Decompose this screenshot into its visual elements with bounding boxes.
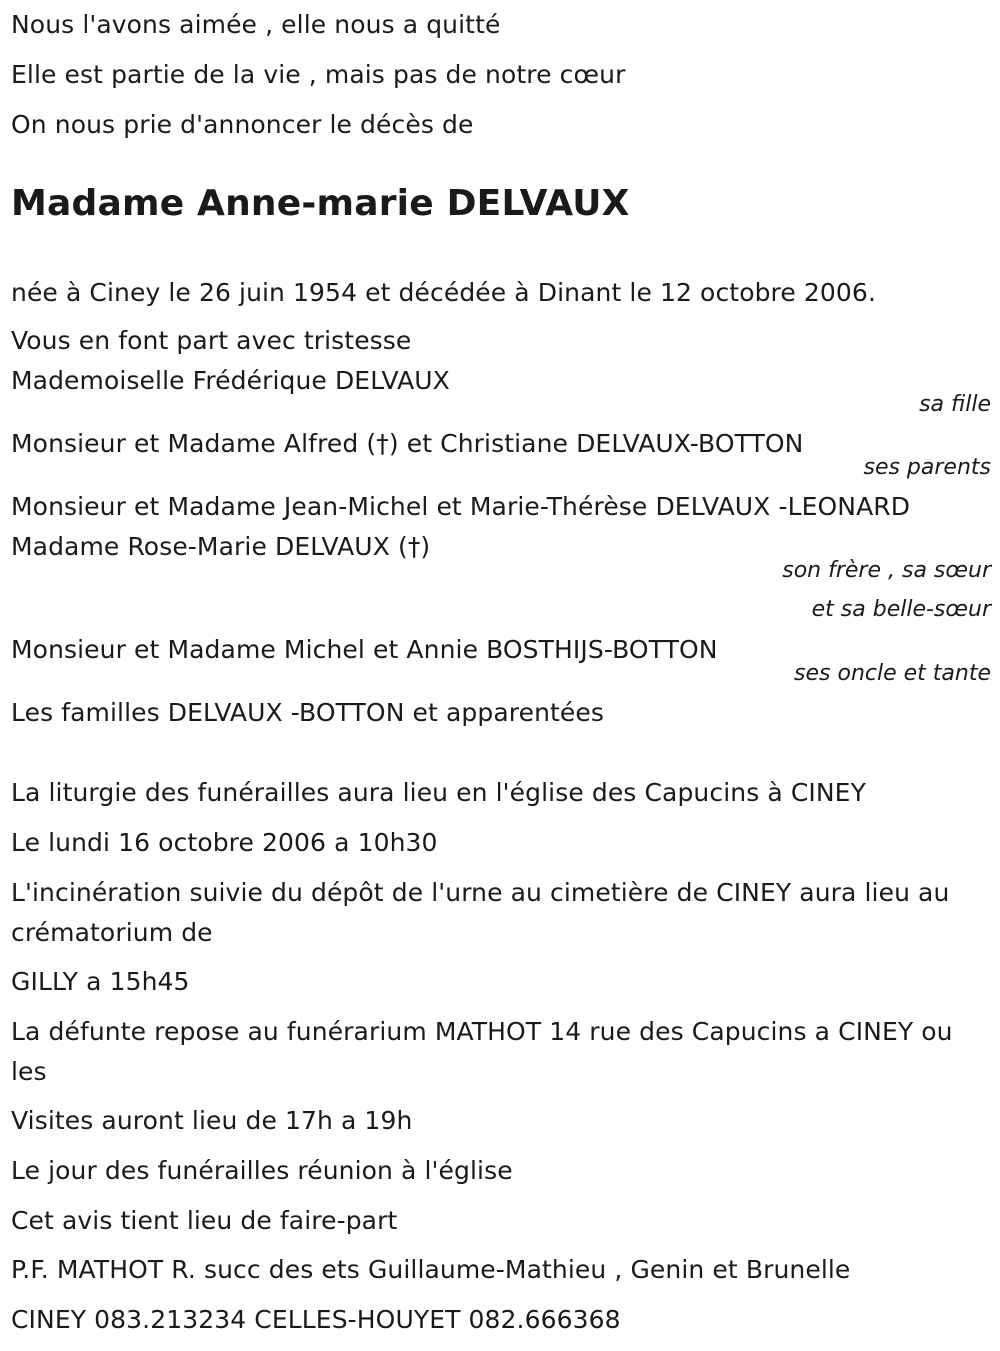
role-siblings-1: son frère , sa sœur	[782, 558, 991, 583]
role-daughter: sa fille	[919, 392, 991, 417]
birth-death-line: née à Ciney le 26 juin 1954 et décédée à Dinant le 12 octobre 2006.	[11, 278, 876, 307]
ceremony-notice: Cet avis tient lieu de faire-part	[11, 1206, 398, 1235]
intro-line-3: On nous prie d'annoncer le décès de	[11, 110, 474, 139]
deceased-name: Madame Anne-marie DELVAUX	[11, 183, 630, 224]
funeral-home-contacts: CINEY 083.213234 CELLES-HOUYET 082.666368	[11, 1305, 621, 1334]
ceremony-meeting: Le jour des funérailles réunion à l'église	[11, 1156, 513, 1185]
role-uncle-aunt: ses oncle et tante	[794, 661, 991, 686]
ceremony-date: Le lundi 16 octobre 2006 a 10h30	[11, 828, 438, 857]
family-related: Les familles DELVAUX -BOTTON et apparentées	[11, 698, 605, 727]
family-daughter: Mademoiselle Frédérique DELVAUX	[11, 366, 450, 395]
ceremony-visits: Visites auront lieu de 17h a 19h	[11, 1106, 413, 1135]
role-siblings-2: et sa belle-sœur	[811, 597, 991, 622]
ceremony-resting: La défunte repose au funérarium MATHOT 14 rue des Capucins a CINEY ou les	[11, 1017, 953, 1086]
intro-line-1: Nous l'avons aimée , elle nous a quitté	[11, 10, 501, 39]
family-brother: Monsieur et Madame Jean-Michel et Marie-Thérèse DELVAUX -LEONARD	[11, 492, 911, 521]
family-uncle-aunt: Monsieur et Madame Michel et Annie BOSTHIJS-BOTTON	[11, 635, 718, 664]
ceremony-cremation-place: GILLY a 15h45	[11, 967, 190, 996]
intro-line-2: Elle est partie de la vie , mais pas de notre cœur	[11, 60, 626, 89]
family-sister: Madame Rose-Marie DELVAUX (†)	[11, 532, 431, 561]
ceremony-cremation: L'incinération suivie du dépôt de l'urne au cimetière de CINEY aura lieu au crématorium de	[11, 878, 950, 947]
family-intro: Vous en font part avec tristesse	[11, 326, 412, 355]
ceremony-liturgy: La liturgie des funérailles aura lieu en l'église des Capucins à CINEY	[11, 778, 866, 807]
funeral-home-name: P.F. MATHOT R. succ des ets Guillaume-Mathieu , Genin et Brunelle	[11, 1255, 851, 1284]
family-parents: Monsieur et Madame Alfred (†) et Christiane DELVAUX-BOTTON	[11, 429, 804, 458]
role-parents: ses parents	[863, 455, 991, 480]
